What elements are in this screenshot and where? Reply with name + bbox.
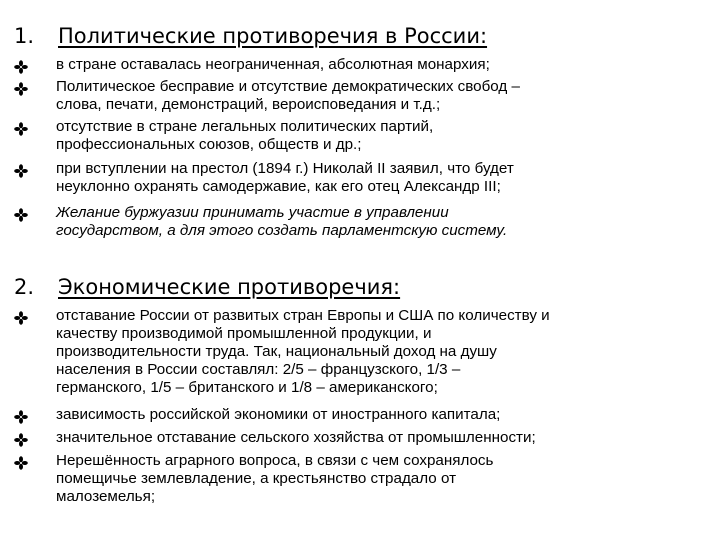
list-item-line: неуклонно охранять самодержавие, как его отец Александр III;	[56, 178, 501, 195]
list-item-line: профессиональных союзов, обществ и др.;	[56, 136, 362, 153]
list-item	[56, 452, 716, 506]
list-item-line: слова, печати, демонстраций, вероисповедания и т.д.;	[56, 96, 441, 113]
list-item-line: Политическое бесправие и отсутствие демократических свобод –	[56, 78, 520, 95]
list-item-line: качеству производимой промышленной продукции, и	[56, 325, 432, 342]
section-number: 1.	[14, 24, 35, 48]
section-heading-1	[14, 23, 714, 49]
section-title: Политические противоречия в России:	[58, 24, 488, 48]
list-item-line: значительное отставание сельского хозяйства от промышленности;	[56, 429, 536, 446]
list-item-line: производительности труда. Так, национальный доход на душу	[56, 343, 497, 360]
list-item-line: государством, а для этого создать парламентскую систему.	[56, 222, 508, 239]
diamond-bullet-icon	[14, 410, 28, 424]
section-heading-2	[14, 274, 714, 300]
list-item-line: отсутствие в стране легальных политических партий,	[56, 118, 434, 135]
diamond-bullet-icon	[14, 164, 28, 178]
diamond-bullet-icon	[14, 456, 28, 470]
diamond-bullet-icon	[14, 60, 28, 74]
section-number: 2.	[14, 275, 35, 299]
list-item	[56, 406, 716, 424]
list-item	[56, 160, 716, 196]
list-item	[56, 56, 716, 74]
list-item-line: населения в России составлял: 2/5 – французского, 1/3 –	[56, 361, 461, 378]
list-item-line: при вступлении на престол (1894 г.) Николай II заявил, что будет	[56, 160, 514, 177]
list-item	[56, 78, 716, 114]
section-title: Экономические противоречия:	[58, 275, 401, 299]
diamond-bullet-icon	[14, 433, 28, 447]
list-item	[56, 118, 716, 154]
list-item	[56, 204, 716, 240]
diamond-bullet-icon	[14, 122, 28, 136]
list-item-line: Нерешённость аграрного вопроса, в связи с чем сохранялось	[56, 452, 494, 469]
list-item-line: германского, 1/5 – британского и 1/8 – американского;	[56, 379, 438, 396]
list-item-line: в стране оставалась неограниченная, абсолютная монархия;	[56, 56, 490, 73]
list-item-line: помещичье землевладение, а крестьянство страдало от	[56, 470, 457, 487]
diamond-bullet-icon	[14, 311, 28, 325]
list-item	[56, 307, 716, 397]
list-item-line: отставание России от развитых стран Европы и США по количеству и	[56, 307, 550, 324]
diamond-bullet-icon	[14, 82, 28, 96]
list-item-line: зависимость российской экономики от иностранного капитала;	[56, 406, 501, 423]
diamond-bullet-icon	[14, 208, 28, 222]
list-item-line: малоземелья;	[56, 488, 156, 505]
list-item	[56, 429, 716, 447]
list-item-line: Желание буржуазии принимать участие в управлении	[56, 204, 449, 221]
